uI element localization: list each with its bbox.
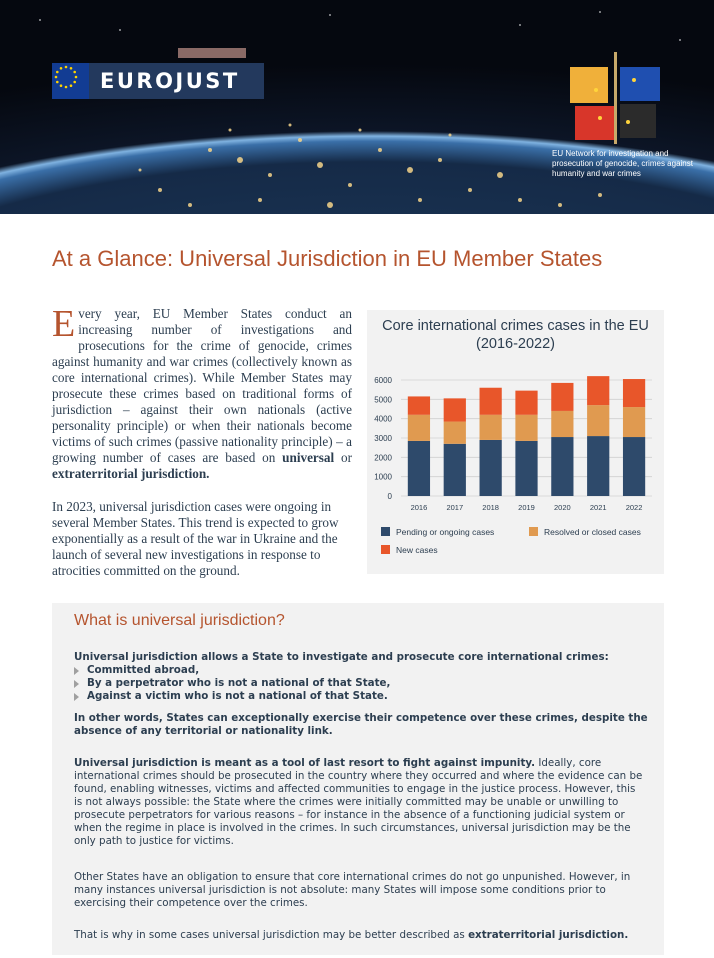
x-tick-label: 2021 [589, 503, 607, 512]
y-tick-label: 1000 [374, 472, 392, 482]
y-tick-label: 4000 [374, 414, 392, 424]
box-title: What is universal jurisdiction? [74, 612, 285, 629]
legend-swatch [381, 545, 390, 554]
last-resort-paragraph [74, 757, 644, 848]
extraterritorial-bold: extraterritorial jurisdiction. [468, 929, 629, 941]
bullet-triangle-icon [74, 693, 79, 701]
intro-paragraph-2: In 2023, universal jurisdiction cases were ongoing in several Member States. This trend is expected to grow exponentially as a result of the war in Ukraine and the launch of several new investigations in response to atrocities committed on the ground. [52, 499, 339, 578]
obligation-paragraph: Other States have an obligation to ensure that core international crimes do not go unpunished. However, in many instances universal jurisdiction is not absolute: many States will impose some conditions prior to exercising their competence over the crimes. [74, 871, 631, 909]
bar-segment [587, 376, 609, 405]
y-tick-label: 3000 [374, 434, 392, 443]
x-tick-label: 2022 [625, 503, 643, 512]
bar-segment [587, 405, 609, 436]
page-title: At a Glance: Universal Jurisdiction in EU Member States [52, 246, 603, 271]
x-tick-label: 2020 [554, 503, 571, 512]
x-tick-label: 2016 [410, 503, 428, 512]
y-tick-label: 0 [387, 492, 392, 501]
last-resort-text: Ideally, core international crimes should be prosecuted in the country where they occurred and where the evidence can be found, enabling witnesses, victims and affected communities to engage in the justice process. However, this is not always possible: the State where the crimes were initially committed may be unable or unwilling to prosecute perpetrators for various reasons – for instance in the absence of a functioning judicial system or when the regime in place is involved in the crimes. In such circumstances, universal jurisdiction may be the only path to justice for victims. [74, 757, 643, 847]
bar-segment [587, 436, 609, 496]
legend-swatch [529, 527, 538, 536]
intro-text: very year, EU Member States conduct an increasing number of investigations and prosecutions for the crime of genocide, crimes against humanity and war crimes (collectively known as core international crimes). While Member States may prosecute these crimes based on traditional forms of jurisdiction – against their own nationals (active personality principle) or when their nationals become victims of such crimes (passive nationality principle) – a growing number of cases are based on [52, 306, 352, 465]
bar-segment [408, 396, 430, 414]
bar-segment [623, 379, 645, 407]
x-tick-label: 2017 [446, 503, 464, 512]
bullet-item: Committed abroad, [74, 664, 649, 677]
legend-label: Resolved or closed cases [544, 527, 641, 537]
bar-segment [480, 388, 502, 415]
bar-segment [551, 437, 573, 496]
extraterritorial-paragraph [74, 929, 644, 942]
other-words-paragraph: In other words, States can exceptionally exercise their competence over these crimes, despite the absence of any territorial or nationality link. [74, 712, 648, 737]
intro-bold-universal: universal [282, 450, 335, 465]
bar-segment [515, 415, 537, 441]
bar-segment [444, 398, 466, 421]
y-tick-label: 5000 [374, 395, 392, 405]
logo-accent-bar [178, 48, 246, 58]
bar-segment [515, 441, 537, 496]
chart-title: Core international crimes cases in the EU (2016-2022) [382, 318, 649, 352]
header-banner [0, 0, 714, 214]
bullet-triangle-icon [74, 667, 79, 675]
bar-segment [480, 415, 502, 440]
x-tick-label: 2019 [518, 503, 535, 512]
x-tick-label: 2018 [482, 503, 499, 512]
intro-bold-extraterritorial: extraterritorial jurisdiction. [52, 466, 210, 481]
y-tick-label: 6000 [374, 376, 392, 385]
drop-cap: E [52, 303, 76, 345]
extraterritorial-text: That is why in some cases universal jurisdiction may be better described as [74, 929, 469, 941]
bar-segment [480, 440, 502, 496]
last-resort-bold: Universal jurisdiction is meant as a tool of last resort to fight against impunity. [74, 757, 536, 769]
intro-or: or [334, 450, 352, 465]
eu-flag-icon [52, 63, 89, 99]
bar-segment [623, 407, 645, 437]
y-tick-label: 2000 [374, 453, 392, 463]
definition-lead: Universal jurisdiction allows a State to investigate and prosecute core international crimes: [74, 651, 609, 663]
bar-segment [408, 441, 430, 496]
intro-paragraph [52, 303, 352, 482]
stacked-bar-chart [367, 310, 664, 574]
legend-label: Pending or ongoing cases [396, 527, 495, 537]
legend-label: New cases [396, 545, 438, 555]
bar-segment [408, 415, 430, 441]
bar-segment [444, 444, 466, 496]
bar-segment [444, 422, 466, 444]
earth-night-image [0, 0, 714, 214]
bar-segment [551, 383, 573, 411]
bullet-item: Against a victim who is not a national of that State. [74, 690, 649, 703]
brand-name: EUROJUST [100, 69, 240, 93]
network-caption: EU Network for investigation and prosecution of genocide, crimes against humanity and war crimes [552, 149, 693, 178]
bar-segment [623, 437, 645, 496]
bar-segment [515, 391, 537, 415]
legend-swatch [381, 527, 390, 536]
bar-segment [551, 411, 573, 437]
bullet-triangle-icon [74, 680, 79, 688]
bullet-item: By a perpetrator who is not a national of that State, [74, 677, 649, 690]
